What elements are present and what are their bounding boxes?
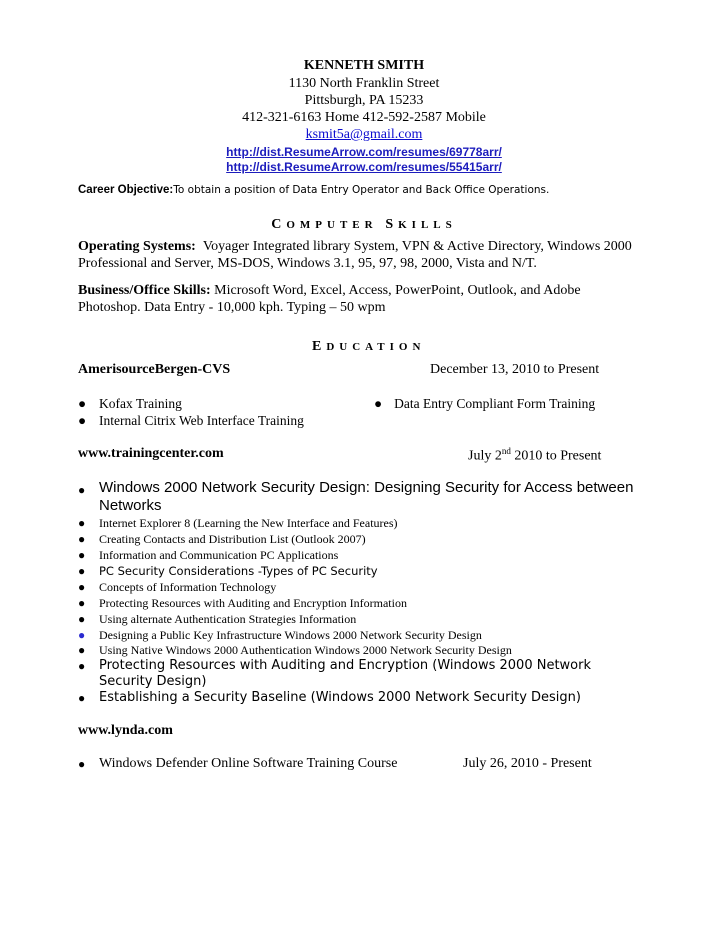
training-site: www.trainingcenter.com [78, 446, 224, 461]
career-objective-text: To obtain a position of Data Entry Operator and Back Office Operations. [173, 184, 550, 196]
candidate-name: KENNETH SMITH [303, 58, 425, 73]
training-date: July 26, 2010 - Present [463, 756, 592, 771]
address-city: Pittsburgh, PA 15233 [304, 93, 424, 108]
resume-url-2[interactable]: http://dist.ResumeArrow.com/resumes/55415arr/ [226, 160, 502, 174]
email-link[interactable]: ksmit5a@gmail.com [305, 127, 423, 142]
career-objective-label: Career Objective: [78, 184, 174, 196]
operating-systems-label: Operating Systems: [78, 239, 196, 254]
business-skills-label: Business/Office Skills: [78, 283, 211, 298]
resume-url-1[interactable]: http://dist.ResumeArrow.com/resumes/69778arr/ [226, 145, 502, 159]
phone-numbers: 412-321-6163 Home 412-592-2587 Mobile [242, 110, 486, 125]
address-street: 1130 North Franklin Street [288, 76, 440, 91]
section-heading-education: EDUCATION [312, 339, 426, 354]
training-site: www.lynda.com [78, 723, 173, 738]
employment-date: December 13, 2010 to Present [430, 362, 600, 377]
list-item: ● Data Entry Compliant Form Training [374, 396, 596, 411]
operating-systems: Operating Systems: Voyager Integrated library System, VPN & Active Directory, Windows 2000 Professional and Server, MS-DOS, Windows 3.1, 95, 97, 98, 2000, Vista and N/T. [78, 239, 632, 271]
section-heading-computer-skills: COMPUTER SKILLS [271, 217, 457, 232]
career-objective [78, 184, 549, 196]
business-office-skills: Business/Office Skills: Microsoft Word, Excel, Access, PowerPoint, Outlook, and Adobe Photoshop. Data Entry - 10,000 kph. Typing – 50 wpm [78, 283, 581, 315]
employer-name: AmerisourceBergen-CVS [78, 362, 231, 377]
training-date: July 2nd 2010 to Present [468, 446, 602, 464]
